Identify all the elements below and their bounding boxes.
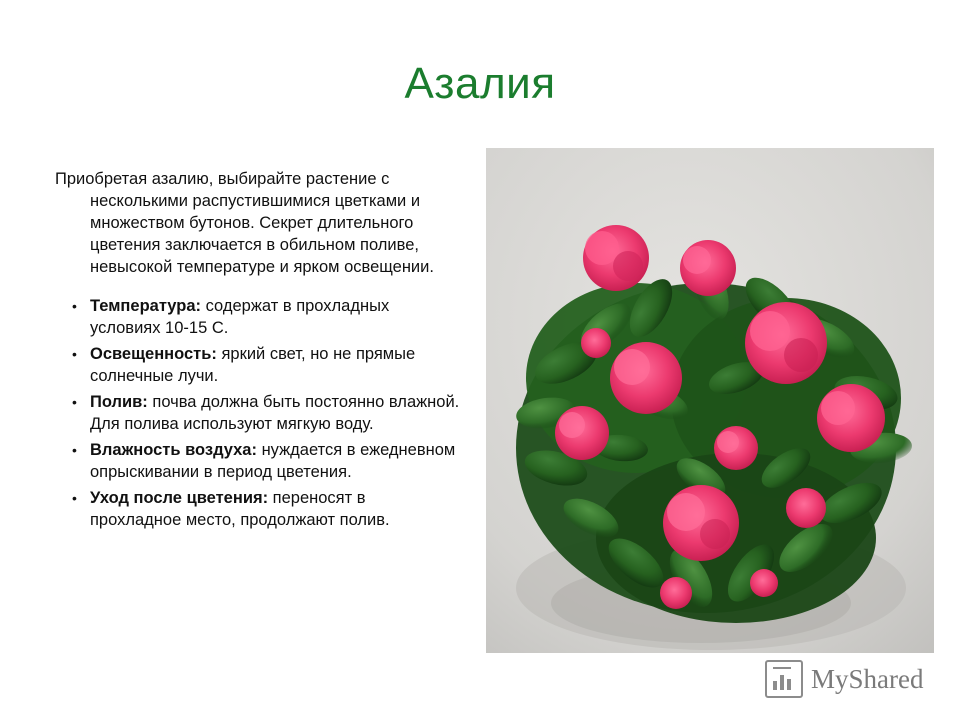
content-column [55,168,460,536]
bullet-icon: • [72,490,77,506]
watermark [765,658,950,700]
care-term: Температура: [90,297,202,315]
page-title: Азалия [404,59,556,108]
care-text: нуждается в ежедневном опрыскивании в период цветения. [90,441,456,481]
care-term: Освещенность: [90,345,217,363]
azalea-photo [486,148,934,653]
care-text: почва должна быть постоянно влажной. Для полива используют мягкую воду. [90,393,460,433]
care-term: Уход после цветения: [90,489,269,507]
care-text: переносят в прохладное место, продолжают полив. [90,489,390,529]
bullet-icon: • [72,394,77,410]
bullet-icon: • [72,442,77,458]
care-text: содержат в прохладных условиях 10-15 С. [90,297,390,337]
bullet-icon: • [72,346,77,362]
myshared-logo-icon [765,660,803,698]
intro-rest: несколькими распустившимися цветками и множеством бутонов. Секрет длительного цветения заключается в обильном поливе, невысокой температуре и ярком освещении. [90,192,434,276]
intro-first-line: Приобретая азалию, выбирайте растение с [55,170,390,188]
intro-paragraph [55,168,460,278]
care-term: Влажность воздуха: [90,441,257,459]
list-item [55,488,460,531]
bullet-icon: • [72,298,77,314]
care-text: яркий свет, но не прямые солнечные лучи. [90,345,416,385]
list-item [55,440,460,483]
list-item [55,296,460,339]
care-term: Полив: [90,393,148,411]
care-list [55,296,460,531]
watermark-text: MyShared [811,664,924,694]
list-item [55,392,460,435]
list-item [55,344,460,387]
